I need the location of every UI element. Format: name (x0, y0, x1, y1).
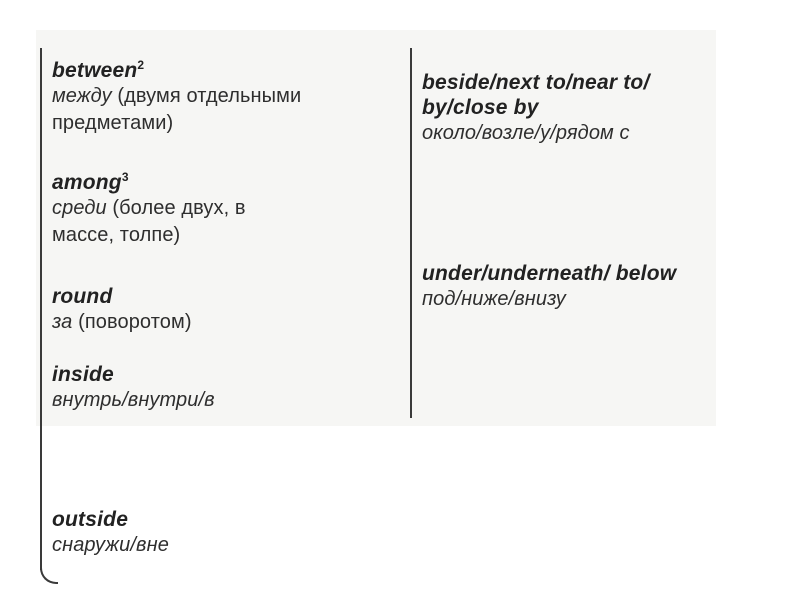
translation-under: под/ниже/внизу (422, 288, 566, 310)
term-under: under/underneath/ below (422, 262, 677, 285)
column-divider (410, 48, 412, 418)
translation-beside: около/возле/у/рядом с (422, 122, 630, 144)
entry-among (52, 170, 397, 249)
entry-outside (52, 507, 397, 559)
translation-among: среди (более двух, в массе, толпе) (52, 197, 246, 246)
footnote-mark: 3 (121, 170, 129, 184)
translation-between: между (двумя отдельными предметами) (52, 85, 302, 134)
left-rule-corner (40, 556, 58, 584)
translation-inside: внутрь/внутри/в (52, 389, 215, 411)
term-between: between$^2$ (52, 58, 145, 82)
translation-round: за (поворотом) (52, 311, 192, 333)
entry-under (422, 261, 682, 313)
entry-round (52, 284, 397, 336)
entry-between (52, 58, 397, 137)
footnote-mark: 2 (137, 58, 145, 72)
term-round: round (52, 285, 113, 308)
entry-inside (52, 362, 397, 414)
translation-outside: снаружи/вне (52, 534, 169, 556)
term-beside: beside/next to/near to/ by/close by (422, 71, 650, 119)
term-outside: outside (52, 508, 129, 531)
term-among: among$^3$ (52, 170, 129, 194)
entry-beside (422, 70, 717, 147)
term-inside: inside (52, 363, 114, 386)
left-column-rule (40, 48, 42, 570)
